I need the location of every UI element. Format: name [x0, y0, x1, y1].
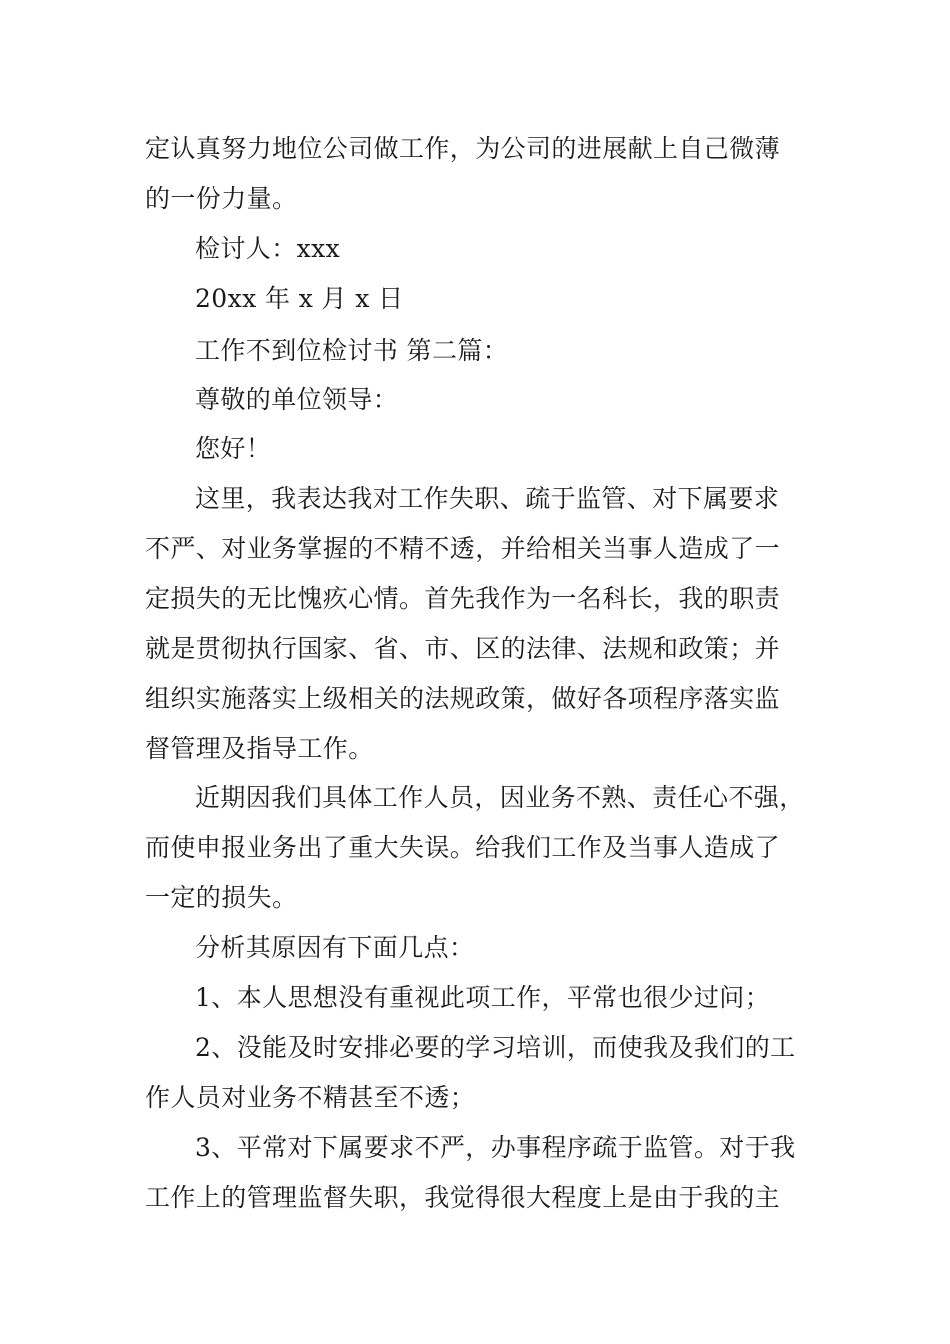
- list-item: 2、没能及时安排必要的学习培训，而使我及我们的工: [195, 1033, 796, 1062]
- list-item-continuation: 作人员对业务不精甚至不透；: [145, 1083, 476, 1112]
- paragraph-line: 而使申报业务出了重大失误。给我们工作及当事人造成了: [145, 833, 781, 862]
- paragraph-line: 近期因我们具体工作人员，因业务不熟、责任心不强，: [195, 783, 805, 812]
- paragraph-line: 督管理及指导工作。: [145, 734, 374, 763]
- signature-author: 检讨人：xxx: [195, 234, 341, 263]
- list-item: 3、平常对下属要求不严，办事程序疏于监管。对于我: [195, 1133, 796, 1162]
- paragraph-line: 这里，我表达我对工作失职、疏于监管、对下属要求: [195, 484, 780, 513]
- text-line-continuation: 的一份力量。: [145, 184, 298, 213]
- list-item: 1、本人思想没有重视此项工作，平常也很少过问；: [195, 983, 771, 1012]
- section-title: 工作不到位检讨书 第二篇：: [195, 336, 509, 365]
- paragraph-line: 组织实施落实上级相关的法规政策，做好各项程序落实监: [145, 684, 781, 713]
- text-line-continuation: 定认真努力地位公司做工作，为公司的进展献上自己微薄: [145, 134, 781, 163]
- paragraph-line: 一定的损失。: [145, 883, 298, 912]
- paragraph-line: 就是贯彻执行国家、省、市、区的法律、法规和政策；并: [145, 634, 781, 663]
- list-intro: 分析其原因有下面几点：: [195, 933, 475, 962]
- greeting: 您好！: [195, 434, 272, 463]
- paragraph-line: 不严、对业务掌握的不精不透，并给相关当事人造成了一: [145, 534, 781, 563]
- signature-date: 20xx 年 x 月 x 日: [195, 284, 404, 313]
- list-item-continuation: 工作上的管理监督失职，我觉得很大程度上是由于我的主: [145, 1183, 781, 1212]
- paragraph-line: 定损失的无比愧疚心情。首先我作为一名科长，我的职责: [145, 584, 781, 613]
- salutation: 尊敬的单位领导：: [195, 385, 399, 414]
